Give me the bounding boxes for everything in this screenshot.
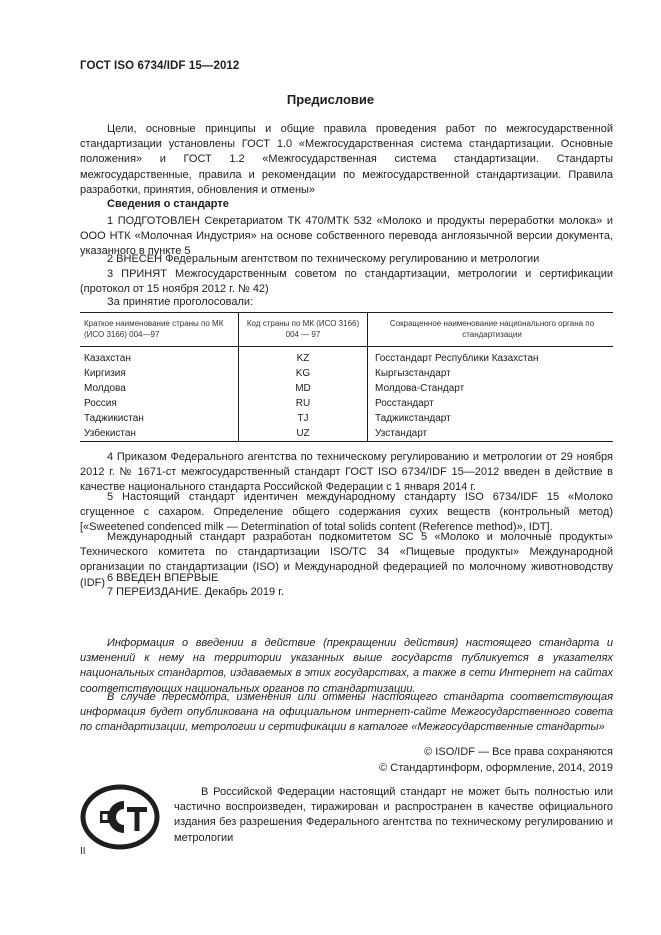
country-cell: Узбекистан [80,426,239,442]
rst-logo-icon [80,783,160,851]
intro-paragraph: Цели, основные принципы и общие правила проведения работ по межгосударственной стандартизации установлены ГОСТ 1.0 «Межгосударственная система стандартизации. Основные положения» и ГОСТ 1.2 «Межгосударственная система стандартизации. Стандарты межгосударственные, правила и рекомендации по межгосударственной стандартизации. Правила разработки, принятия, обновления и отмены» [80,123,613,196]
copyright-iso: © ISO/IDF — Все права сохраняются [424,746,613,758]
country-cell: Киргизия [80,366,239,381]
item-4: 4 Приказом Федерального агентства по техническому регулированию и метрологии от 29 ноября 2012 г. № 1671-ст межгосударственный стандарт ГОСТ ISO 6734/IDF 15—2012 введен в действие в качестве национального стандарта Российской Федерации с 1 января 2014 г. [80,451,613,494]
body-cell: Таджикстандарт [375,413,451,424]
code-cell: MD [239,381,368,396]
body-cell: Госстандарт Республики Казахстан [375,353,539,364]
body-cell: Росстандарт [375,398,434,409]
copyright-notice: В Российской Федерации настоящий стандарт не может быть полностью или частично воспроизведен, тиражирован и распространен в качестве официального издания без разрешения Федерального агентства по техническому регулированию и метрологии [174,786,613,844]
code-cell: TJ [239,411,368,426]
item-7: 7 ПЕРЕИЗДАНИЕ. Декабрь 2019 г. [107,586,284,598]
item-5: 5 Настоящий стандарт идентичен международному стандарту ISO 6734/IDF 15 «Молоко сгущенное с сахаром. Определение общего содержания сухих веществ (контрольный метод) [«Sweetened condenced milk — Determination of total solids content (Reference method)», IDT]. [80,491,613,534]
item-3: 3 ПРИНЯТ Межгосударственным советом по стандартизации, метрологии и сертификации (протокол от 15 ноября 2012 г. № 42) [80,268,613,296]
body-cell: Узстандарт [368,426,614,442]
section-heading: Сведения о стандарте [107,198,229,210]
voted-label: За принятие проголосовали: [107,296,254,308]
table-row [80,381,613,396]
country-cell: Россия [80,396,239,411]
item-2: 2 ВНЕСЕН Федеральным агентством по техническому регулированию и метрологии [107,253,540,265]
table-row [80,366,613,381]
table-row [80,426,613,442]
body-cell: Молдова-Стандарт [375,383,465,394]
code-cell: KG [239,366,368,381]
item-5-extra: Международный стандарт разработан подкомитетом SC 5 «Молоко и молочные продукты» Технического комитета по стандартизации ISO/TC 34 «Пищевые продукты» Международной организации по стандартизации (ISO) и Международной федерацией по молочному животноводству (IDF) [80,531,613,589]
code-cell: KZ [239,347,368,367]
page-number: II [80,846,86,857]
column-header-country: Краткое наименование страны по МК (ИСО 3166) 004—97 [80,313,239,347]
item-1: 1 ПОДГОТОВЛЕН Секретариатом ТК 470/МТК 532 «Молоко и продукты переработки молока» и ООО НТК «Молочная Индустрия» на основе собственного перевода англоязычной версии документа, указанного в пункте 5 [80,215,613,258]
table-row [80,411,613,426]
country-cell: Таджикистан [80,411,239,426]
info-paragraph-1: Информация о введении в действие (прекращении действия) настоящего стандарта и изменений к нему на территории указанных выше государств публикуется в указателях национальных стандартов, издаваемых в этих государствах, а также в сети Интернет на сайтах соответствующих национальных органов по стандартизации. [80,637,613,695]
column-header-body: Сокращенное наименование национального органа по стандартизации [368,313,614,347]
document-code-header: ГОСТ ISO 6734/IDF 15—2012 [80,60,240,72]
table-header-row [80,313,613,347]
table-row [80,396,613,411]
copyright-standartinform: © Стандартинформ, оформление, 2014, 2019 [379,762,613,774]
item-6: 6 ВВЕДЕН ВПЕРВЫЕ [107,572,219,584]
info-paragraph-2: В случае пересмотра, изменения или отмены настоящего стандарта соответствующая информация будет опубликована на официальном интернет-сайте Межгосударственного совета по стандартизации, метрологии и сертификации в каталоге «Межгосударственные стандарты» [80,691,613,734]
column-header-code: Код страны по МК (ИСО 3166) 004 — 97 [239,313,368,347]
body-cell: Кыргызстандарт [375,368,451,379]
country-cell: Молдова [80,381,239,396]
code-cell: UZ [239,426,368,442]
page-title: Предисловие [286,92,375,107]
country-cell: Казахстан [80,347,239,367]
voting-states-table [80,312,613,442]
code-cell: RU [239,396,368,411]
table-row [80,347,613,367]
